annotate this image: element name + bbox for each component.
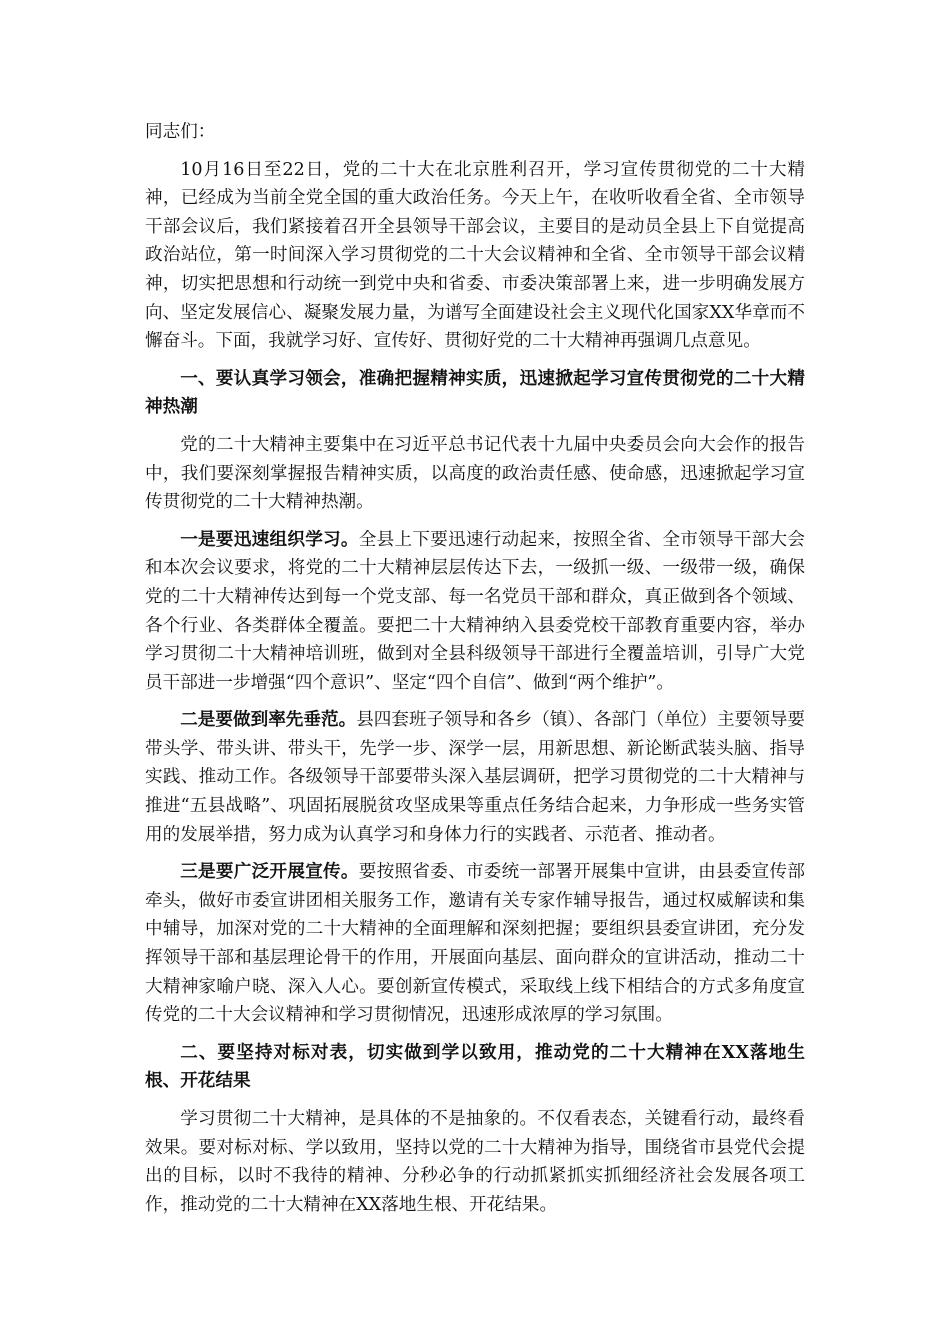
section-2-heading: 二、要坚持对标对表，切实做到学以致用，推动党的二十大精神在XX落地生根、开花结果 [145, 1041, 805, 1092]
point-2-text: 县四套班子领导和各乡（镇）、各部门（单位）主要领导要带头学、带头讲、带头干，先学一步、深学一层，用新思想、新论断武装头脑、指导实践、推动工作。各级领导干部要带头深入基层调研，把学习贯彻党的二十大精神与推进“五县战略”、巩固拓展脱贫攻坚成果等重点任务结合起来，力争形成一些务实管用的发展举措，努力成为认真学习和身体力行的实践者、示范者、推动者。 [145, 710, 805, 845]
point-2-lead: 二是要做到率先垂范。 [180, 709, 357, 731]
point-3-lead: 三是要广泛开展宣传。 [180, 861, 359, 883]
section-1-point-3 [145, 858, 805, 1030]
point-1-text: 全县上下要迅速行动起来，按照全省、全市领导干部大会和本次会议要求，将党的二十大精神层层传达下去，一级抓一级、一级带一级，确保党的二十大精神传达到每一个党支部、每一名党员干部和群众，真正做到各个领域、各个行业、各类群体全覆盖。要把二十大精神纳入县委党校干部教育重要内容，举办学习贯彻二十大精神培训班，做到对全县科级领导干部进行全覆盖培训，引导广大党员干部进一步增强“四个意识”、坚定“四个自信”、做到“两个维护”。 [145, 529, 805, 693]
section-1-point-1 [145, 526, 805, 698]
section-1-body: 党的二十大精神主要集中在习近平总书记代表十九届中央委员会向大会作的报告中，我们要深刻掌握报告精神实质，以高度的政治责任感、使命感，迅速掀起学习宣传贯彻党的二十大精神热潮。 [145, 434, 805, 513]
point-3-text: 要按照省委、市委统一部署开展集中宣讲，由县委宣传部牵头，做好市委宣讲团相关服务工作，邀请有关专家作辅导报告，通过权威解读和集中辅导，加深对党的二十大精神的全面理解和深刻把握；要组织县委宣讲团，充分发挥领导干部和基层理论骨干的作用，开展面向基层、面向群众的宣讲活动，推动二十大精神家喻户晓、深入人心。要创新宣传模式，采取线上线下相结合的方式多角度宣传党的二十大会议精神和学习贯彻情况，迅速形成浓厚的学习氛围。 [145, 862, 805, 1026]
section-1-point-2 [145, 706, 805, 849]
point-1-lead: 一是要迅速组织学习。 [180, 528, 359, 550]
document-page [145, 118, 805, 1228]
section-1-heading: 一、要认真学习领会，准确把握精神实质，迅速掀起学习宣传贯彻党的二十大精神热潮 [145, 367, 805, 418]
greeting: 同志们： [145, 122, 216, 142]
section-2-body: 学习贯彻二十大精神，是具体的不是抽象的。不仅看表态，关键看行动，最终看效果。要对标对标、学以致用，坚持以党的二十大精神为指导，围绕省市县党代会提出的目标，以时不我待的精神、分秒必争的行动抓紧抓实抓细经济社会发展各项工作，推动党的二十大精神在XX落地生根、开花结果。 [145, 1109, 805, 1215]
intro-paragraph: 10月16日至22日，党的二十大在北京胜利召开，学习宣传贯彻党的二十大精神，已经成为当前全党全国的重大政治任务。今天上午，在收听收看全省、全市领导干部会议后，我们紧接着召开全县领导干部会议，主要目的是动员全县上下自觉提高政治站位，第一时间深入学习贯彻党的二十大会议精神和全省、全市领导干部会议精神，切实把思想和行动统一到党中央和省委、市委决策部署上来，进一步明确发展方向、坚定发展信心、凝聚发展力量，为谱写全面建设社会主义现代化国家XX华章而不懈奋斗。下面，我就学习好、宣传好、贯彻好党的二十大精神再强调几点意见。 [145, 159, 805, 352]
